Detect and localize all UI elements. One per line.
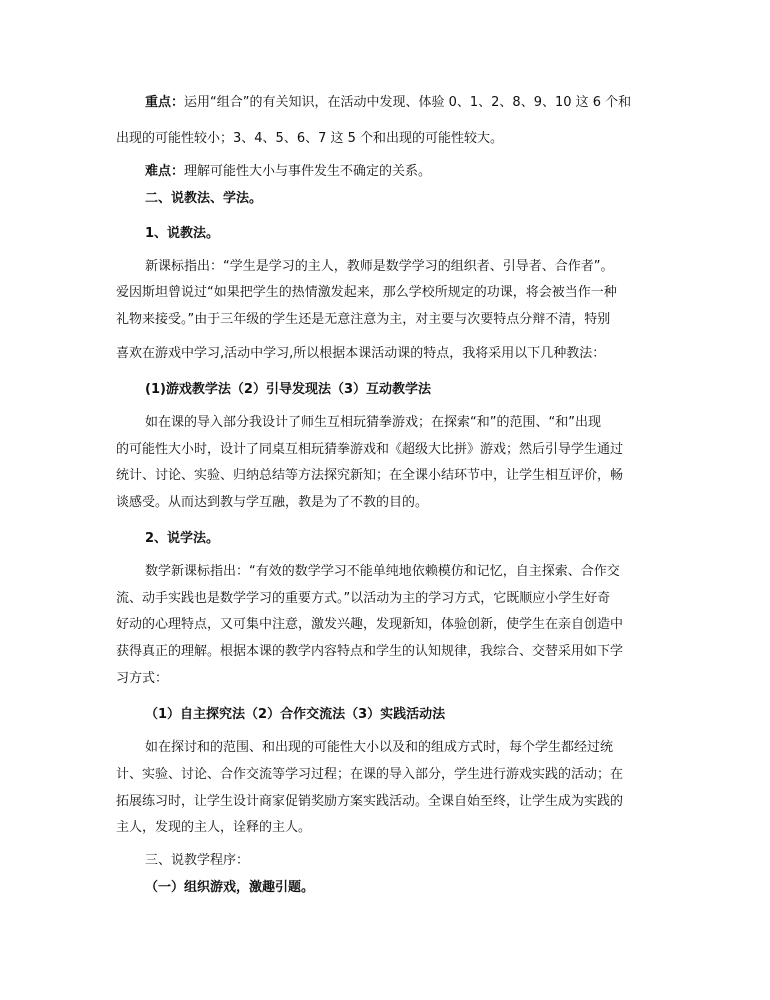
paragraph-line: 喜欢在游戏中学习,活动中学习,所以根据本课活动课的特点，我将采用以下几种教法： (116, 346, 606, 361)
subsection-heading: 2、说学法。 (145, 531, 220, 546)
paragraph-line: 统计、讨论、实验、归纳总结等方法探究新知；在全课小结环节中，让学生相互评价，畅 (116, 468, 624, 483)
method-list-heading: （1）自主探究法（2）合作交流法（3）实践活动法 (145, 707, 446, 722)
section-heading: 三、说教学程序： (145, 853, 250, 868)
key-point-text: 运用“组合”的有关知识，在活动中发现、体验 0、1、2、8、9、10 这 6 个和 (184, 95, 632, 110)
difficulty-line (145, 162, 431, 182)
paragraph-line: 流、动手实践也是数学学习的重要方式。”以活动为主的学习方式，它既顺应小学生好奇 (116, 591, 611, 606)
method-list-heading: (1)游戏教学法（2）引导发现法（3）互动教学法 (145, 382, 432, 397)
paragraph-line: 如在课的导入部分我设计了师生互相玩猜拳游戏；在探索“和”的范围、“和”出现 (145, 415, 601, 430)
paragraph-line: 谈感受。从而达到教与学互融，教是为了不教的目的。 (116, 495, 429, 510)
paragraph-line: 好动的心理特点，又可集中注意，激发兴趣，发现新知，体验创新，使学生在亲自创造中 (116, 617, 624, 632)
paragraph-line: 如在探讨和的范围、和出现的可能性大小以及和的组成方式时，每个学生都经过统 (145, 740, 614, 755)
paragraph-line: 拓展练习时，让学生设计商家促销奖励方案实践活动。全课自始至终，让学生成为实践的 (116, 794, 624, 809)
paragraph-line: 的可能性大小时，设计了同桌互相玩猜拳游戏和《超级大比拼》游戏；然后引导学生通过 (116, 442, 624, 457)
paragraph-line: 礼物来接受。”由于三年级的学生还是无意注意为主，对主要与次要特点分辩不清，特别 (116, 312, 611, 327)
difficulty-text: 理解可能性大小与事件发生不确定的关系。 (184, 164, 432, 179)
subsection-heading: （一）组织游戏，激趣引题。 (145, 880, 315, 895)
paragraph-line: 新课标指出：“学生是学习的主人，教师是数学学习的组织者、引导者、合作者”。 (145, 259, 614, 274)
paragraph-line: 数学新课标指出：“有效的数学学习不能单纯地依赖模仿和记忆，自主探索、合作交 (145, 564, 620, 579)
difficulty-label: 难点： (145, 164, 185, 179)
section-heading: 二、说教法、学法。 (145, 191, 263, 206)
paragraph-line: 出现的可能性较小；3、4、5、6、7 这 5 个和出现的可能性较大。 (116, 131, 504, 146)
paragraph-line: 计、实验、讨论、合作交流等学习过程；在课的导入部分，学生进行游戏实践的活动；在 (116, 767, 624, 782)
subsection-heading: 1、说教法。 (145, 226, 220, 241)
paragraph-line: 获得真正的理解。根据本课的教学内容特点和学生的认知规律，我综合、交替采用如下学 (116, 644, 624, 659)
paragraph-line: 爱因斯坦曾说过“如果把学生的热情激发起来，那么学校所规定的功课，将会被当作一种 (116, 285, 617, 300)
key-point-line (145, 93, 631, 113)
paragraph-line: 习方式： (116, 671, 169, 686)
paragraph-line: 主人，发现的主人，诠释的主人。 (116, 820, 312, 835)
key-point-label: 重点： (145, 95, 185, 110)
